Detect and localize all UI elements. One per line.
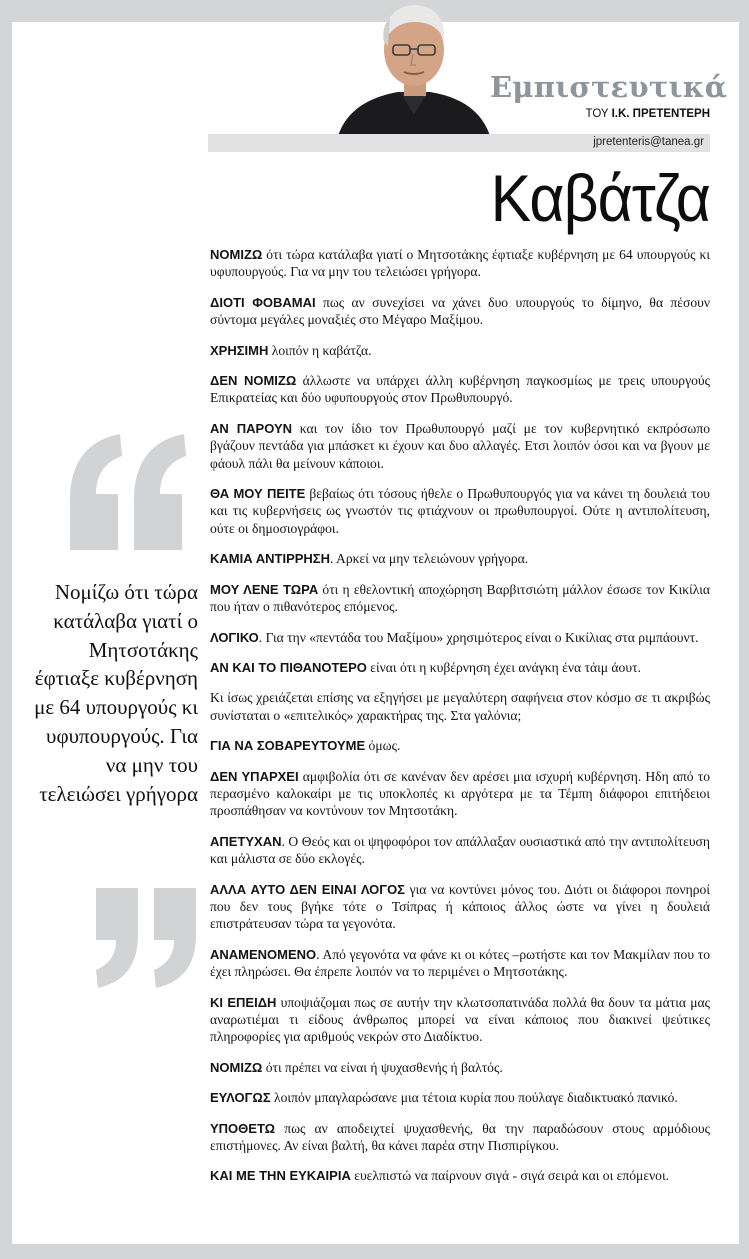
article-paragraph xyxy=(210,659,710,676)
paragraph-lead: ΚΑΙ ΜΕ ΤΗΝ ΕΥΚΑΙΡΙΑ xyxy=(210,1168,351,1184)
byline xyxy=(490,108,710,120)
paragraph-lead: ΑΝ ΠΑΡΟΥΝ xyxy=(210,420,293,436)
article-paragraph xyxy=(210,1167,710,1184)
article-body xyxy=(210,246,710,1198)
paragraph-lead: ΑΛΛΑ ΑΥΤΟ ΔΕΝ ΕΙΝΑΙ ΛΟΓΟΣ xyxy=(210,881,405,897)
pull-quote: Νομίζω ότι τώρα κατάλαβα γιατί ο Μητσοτάκης έφτιαξε κυβέρνηση με 64 υπουργούς κι υφυπουργούς. Για να μην του τελειώσει γρήγορα xyxy=(34,580,198,806)
article-paragraph xyxy=(210,550,710,567)
paragraph-text: είναι ότι η κυβέρνηση έχει ανάγκη ένα τάιμ άουτ. xyxy=(366,659,641,675)
paragraph-text: ότι πρέπει να είναι ή ψυχασθενής ή βαλτός. xyxy=(262,1059,503,1075)
columnist-portrait xyxy=(338,2,490,136)
paragraph-text: βεβαίως ότι τόσους ήθελε ο Πρωθυπουργός για να κάνει τη δουλειά του και τις κυβερνήσεις ως γνωστόν τις φτιάχνουν οι πρωθυπουργοί. Ούτε η αντιπολίτευση, ούτε οι δημοσιογράφοι. xyxy=(210,486,710,536)
paragraph-text: . Αρκεί να μην τελειώνουν γρήγορα. xyxy=(329,551,529,567)
paragraph-lead: ΓΙΑ ΝΑ ΣΟΒΑΡΕΥΤΟΥΜΕ xyxy=(210,738,366,754)
paragraph-lead: ΝΟΜΙΖΩ xyxy=(210,247,263,262)
paragraph-lead: ΘΑ ΜΟΥ ΠΕΙΤΕ xyxy=(210,486,306,502)
article-paragraph xyxy=(210,485,710,537)
paragraph-lead: ΔΕΝ ΝΟΜΙΖΩ xyxy=(210,373,297,389)
paragraph-text: ότι η εθελοντική αποχώρηση Βαρβιτσιώτη μάλλον έσωσε τον Κικίλια που ήταν ο πιθανότερος επόμενος. xyxy=(210,581,710,615)
paragraph-text: ευελπιστώ να παίρνουν σιγά - σιγά σειρά και οι επόμενοι. xyxy=(350,1168,670,1184)
paragraph-text: ότι τώρα κατάλαβα γιατί ο Μητσοτάκης έφτιαξε κυβέρνηση με 64 υπουργούς κι υφυπουργούς. Για να μην του τελειώσει γρήγορα. xyxy=(210,247,710,280)
article-paragraph xyxy=(210,342,710,359)
article-paragraph xyxy=(210,1059,710,1076)
paragraph-text: λοιπόν η καβάτζα. xyxy=(268,342,372,358)
article-paragraph xyxy=(210,1120,710,1155)
paragraph-lead: ΕΥΛΟΓΩΣ xyxy=(210,1090,271,1106)
paragraph-text: Κι ίσως χρειάζεται επίσης να εξηγήσει με μεγαλύτερη σαφήνεια στον κόσμο σε τι ακριβώς συνίσταται ο «επιτελικός» χαρακτήρας της. Στα γαλόνια; xyxy=(210,690,710,723)
article-headline: Καβάτζα xyxy=(490,161,710,235)
email-bar xyxy=(208,134,710,152)
paragraph-text: και τον ίδιο τον Πρωθυπουργό μαζί με τον κυβερνητικό εκπρόσωπο βγάζουν πεντάδα για μπάσκετ κι έχουν και δυο αλλαγές. Ετσι λοιπόν όσοι και να βγουν με φάουλ πάλι θα μείνουν κάποιοι. xyxy=(210,420,710,471)
article-paragraph xyxy=(210,881,710,933)
paragraph-text: . Από γεγονότα να φάνε κι οι κότες –ρωτήστε και τον Μακμίλαν που το έχει πληρώσει. Θα έπρεπε λοιπόν να το περιμένει ο Μητσοτάκης. xyxy=(210,946,710,980)
article-paragraph xyxy=(210,372,710,407)
article-paragraph xyxy=(210,246,710,281)
open-quote-icon xyxy=(62,430,192,550)
paragraph-text: . Ο Θεός και οι ψηφοφόροι τον απάλλαξαν ουσιαστικά από την αντιπολίτευση και μάλιστα σε δύο εκλογές. xyxy=(210,833,710,867)
paragraph-lead: ΔΙΟΤΙ ΦΟΒΑΜΑΙ xyxy=(210,294,316,310)
author-name: Ι.Κ. ΠΡΕΤΕΝΤΕΡΗ xyxy=(611,108,710,120)
paragraph-lead: ΚΙ ΕΠΕΙΔΗ xyxy=(210,994,277,1010)
paragraph-lead: ΝΟΜΙΖΩ xyxy=(210,1059,263,1075)
article-paragraph xyxy=(210,833,710,868)
article-paragraph xyxy=(210,294,710,329)
paragraph-text: . Για την «πεντάδα του Μαξίμου» χρησιμότερος είναι ο Κικίλιας στα ριμπάουντ. xyxy=(258,629,699,645)
byline-prefix: ΤΟΥ xyxy=(585,108,609,120)
article-paragraph xyxy=(210,768,710,820)
paragraph-lead: ΜΟΥ ΛΕΝΕ ΤΩΡΑ xyxy=(210,581,319,597)
paragraph-text: λοιπόν μπαγλαρώσανε μια τέτοια κυρία που πούλαγε διαδικτυακό πανικό. xyxy=(270,1090,678,1106)
paragraph-text: άλλωστε να υπάρχει άλλη κυβέρνηση παγκοσμίως με τρεις υπουργούς Επικρατείας και δύο υφυπουργούς στον Πρωθυπουργό. xyxy=(210,373,710,406)
article-paragraph xyxy=(210,946,710,981)
article-paragraph xyxy=(210,629,710,646)
article-paragraph xyxy=(210,420,710,472)
column-title: Εμπιστευτικά xyxy=(490,70,728,104)
article-paragraph xyxy=(210,689,710,724)
article-paragraph xyxy=(210,737,710,754)
close-quote-icon xyxy=(92,888,202,988)
author-email: jpretenteris@tanea.gr xyxy=(593,136,704,148)
paragraph-text: πως αν συνεχίσει να χάνει δυο υπουργούς το δίμηνο, θα πέσουν σύντομα μεγάλες μοναξιές στο Μέγαρο Μαξίμου. xyxy=(210,294,710,328)
paragraph-text: για να κοντύνει μόνος του. Διότι οι διάφοροι πονηροί που δεν τους βγήκε τότε ο Τσίπρας ή κάποιος άλλος ώστε να γίνει η δουλειά επιστράτευσαν τώρα τα γεγονότα. xyxy=(210,881,710,932)
paragraph-lead: ΧΡΗΣΙΜΗ xyxy=(210,342,269,358)
paragraph-text: αμφιβολία ότι σε κανέναν δεν αρέσει μια ισχυρή κυβέρνηση. Ηδη από το περασμένο καλοκαίρι με τις υποκλοπές κι αργότερα με τα Τέμπη διάφοροι επιτήδειοι προσπάθησαν να κοντύνουν τον Μητσοτάκη. xyxy=(210,768,710,819)
article-paragraph xyxy=(210,581,710,616)
paragraph-lead: ΑΝΑΜΕΝΟΜΕΝΟ xyxy=(210,946,317,962)
paragraph-text: πως αν αποδειχτεί ψυχασθενής, θα την παραδώσουν στους αρμόδιους επιστήμονες. Αν είναι βαλτή, θα κάνει παρέα στην Πισπιρίγκου. xyxy=(210,1120,710,1154)
paragraph-lead: ΚΑΜΙΑ ΑΝΤΙΡΡΗΣΗ xyxy=(210,551,330,567)
paragraph-lead: ΛΟΓΙΚΟ xyxy=(210,629,259,645)
paragraph-lead: ΔΕΝ ΥΠΑΡΧΕΙ xyxy=(210,768,299,784)
article-paragraph xyxy=(210,994,710,1046)
paragraph-lead: ΑΝ ΚΑΙ ΤΟ ΠΙΘΑΝΟΤΕΡΟ xyxy=(210,659,367,675)
paragraph-lead: ΑΠΕΤΥΧΑΝ xyxy=(210,833,282,849)
article-paragraph xyxy=(210,1089,710,1106)
paragraph-text: υποψιάζομαι πως σε αυτήν την κλωτσοπατινάδα πολλά θα δουν τα μάτια μας αναρωτιέμαι τι είδους άνθρωπος μπορεί να είναι κάποιος που διακινεί ψεύτικες πληροφορίες για αριθμούς νεκρών στο Διαδίκτυο. xyxy=(210,994,710,1045)
paragraph-text: όμως. xyxy=(365,738,401,754)
paragraph-lead: ΥΠΟΘΕΤΩ xyxy=(210,1120,276,1136)
